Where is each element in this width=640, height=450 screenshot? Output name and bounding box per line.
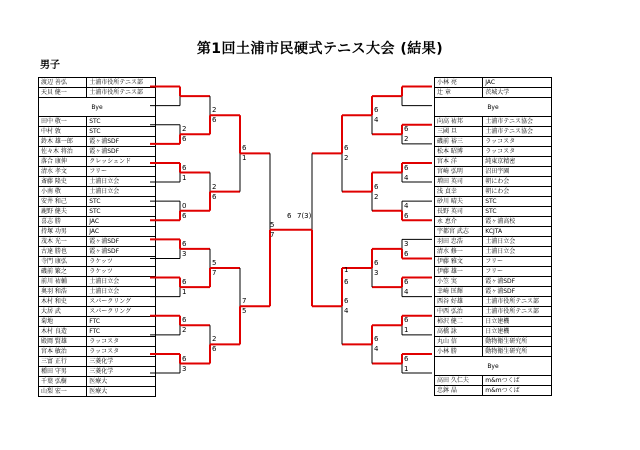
player-club: 霞ヶ浦SDF: [87, 237, 156, 247]
score-value: 6: [404, 316, 409, 325]
player-name: 安井 和己: [39, 197, 87, 207]
player-name: 茂木 光一: [39, 237, 87, 247]
player-club: 土浦市役所テニス部: [483, 307, 552, 317]
score-value: 1: [404, 364, 409, 373]
player-name: 宇都宮 武志: [435, 227, 483, 237]
score-value: 6: [182, 354, 187, 363]
player-club: FTC: [87, 317, 156, 327]
player-club: FTC: [87, 327, 156, 337]
bye-label: Bye: [435, 357, 552, 376]
player-club: 土浦日立会: [87, 187, 156, 197]
player-name: 喜志 勝: [39, 217, 87, 227]
player-name: 奥羽 和浩: [39, 287, 87, 297]
score-value: 7: [242, 297, 247, 306]
player-name: 天貝 健一: [39, 88, 87, 98]
player-name: 高田 久仁夫: [435, 376, 483, 386]
score-value: 5: [270, 220, 275, 229]
player-club: 霞ヶ浦SDF: [87, 147, 156, 157]
player-club: JAC: [483, 78, 552, 88]
player-name: 向高 祐邦: [435, 117, 483, 127]
score-value: 6: [182, 278, 187, 287]
player-name: 宮本 敏治: [39, 347, 87, 357]
player-name: 古達 勝也: [39, 247, 87, 257]
player-name: 浅 貞幸: [435, 187, 483, 197]
score-value: 2: [374, 192, 379, 201]
score-value: 6: [404, 354, 409, 363]
score-value: 6: [242, 144, 247, 153]
player-club: ラッコスタ: [483, 137, 552, 147]
player-club: m&mつくば: [483, 386, 552, 396]
score-value: 6: [182, 135, 187, 144]
score-value: 6: [404, 211, 409, 220]
score-value: 4: [344, 307, 349, 316]
player-name: 磯前 繁之: [39, 267, 87, 277]
score-value: 1: [182, 288, 187, 297]
player-name: 寺門 康弘: [39, 257, 87, 267]
score-value: 4: [404, 288, 409, 297]
player-club: ラケッツ: [87, 267, 156, 277]
score-value: 2: [344, 154, 349, 163]
score-value: 2: [212, 106, 217, 115]
player-name: 前川 祐輔: [39, 277, 87, 287]
score-value: 1: [344, 265, 349, 274]
score-value: 0: [182, 201, 187, 210]
player-club: 朝にわ会: [483, 177, 552, 187]
player-name: 小南 敬: [39, 187, 87, 197]
player-name: 木村 和史: [39, 297, 87, 307]
player-club: 土浦市役所テニス部: [87, 88, 156, 98]
player-club: 医療大: [87, 387, 156, 397]
player-name: 増田 英司: [435, 177, 483, 187]
player-name: 鈴木 雄一郎: [39, 137, 87, 147]
score-value: 2: [182, 125, 187, 134]
score-value: 3: [182, 364, 187, 373]
player-name: 小林 亮: [435, 78, 483, 88]
player-name: 渡辺 善弘: [39, 78, 87, 88]
player-club: フリー: [483, 257, 552, 267]
player-club: 霞ヶ浦SDF: [87, 137, 156, 147]
player-club: 三菱化学: [87, 367, 156, 377]
player-club: 土浦日立会: [483, 237, 552, 247]
player-club: 土浦市テニス協会: [483, 117, 552, 127]
score-value: 6: [212, 345, 217, 354]
player-club: m&mつくば: [483, 376, 552, 386]
player-name: 清水 孝文: [39, 167, 87, 177]
player-club: 土浦市テニス協会: [483, 127, 552, 137]
player-name: 宮崎 弘明: [435, 167, 483, 177]
player-name: 高橋 詠: [435, 327, 483, 337]
score-value: 2: [212, 335, 217, 344]
player-name: 落合 康伸: [39, 157, 87, 167]
score-value: 3: [182, 249, 187, 258]
player-club: 土浦日立会: [87, 277, 156, 287]
score-value: 6: [344, 277, 349, 286]
score-value: 6: [182, 239, 187, 248]
player-name: 忠鉢 晶: [435, 386, 483, 396]
score-value: 6: [404, 278, 409, 287]
player-club: STC: [87, 117, 156, 127]
score-value: 4: [374, 345, 379, 354]
score-value: 6: [404, 125, 409, 134]
player-name: 田中 敬一: [39, 117, 87, 127]
score-value: 6: [344, 297, 349, 306]
player-name: 種田 守男: [39, 367, 87, 377]
score-value: 3: [404, 239, 409, 248]
player-name: 菊地: [39, 317, 87, 327]
player-club: ラケッツ: [87, 257, 156, 267]
score-value: 6: [374, 182, 379, 191]
player-name: 永 恵介: [435, 217, 483, 227]
player-name: 中村 敦: [39, 127, 87, 137]
player-name: 殿岡 賢雄: [39, 337, 87, 347]
player-name: 小笠 実: [435, 277, 483, 287]
player-club: 日立建機: [483, 317, 552, 327]
score-value: 6: [182, 316, 187, 325]
score-value: 3: [374, 269, 379, 277]
player-club: クレッシェンド: [87, 157, 156, 167]
player-club: STC: [483, 207, 552, 217]
player-club: 霞ヶ浦高校: [483, 217, 552, 227]
score-value: 6: [374, 106, 379, 115]
player-name: 砂川 晴夫: [435, 197, 483, 207]
player-club: STC: [87, 207, 156, 217]
player-club: 朝にわ会: [483, 187, 552, 197]
player-club: STC: [87, 197, 156, 207]
player-club: スパークリング: [87, 297, 156, 307]
player-name: 中西 弘治: [435, 307, 483, 317]
player-club: 土浦市役所テニス部: [87, 78, 156, 88]
score-value: 6: [344, 144, 349, 153]
player-club: 土浦市役所テニス部: [483, 297, 552, 307]
score-value: 6: [182, 163, 187, 172]
score-value: 1: [242, 154, 247, 163]
player-name: 伊藤 雄一: [435, 267, 483, 277]
score-value: 6: [182, 211, 187, 220]
player-club: 霞ヶ浦SDF: [483, 287, 552, 297]
player-name: 小林 勝: [435, 347, 483, 357]
player-name: 幸崎 匡輝: [435, 287, 483, 297]
player-club: 土浦日立会: [483, 247, 552, 257]
score-value: 7: [270, 230, 275, 239]
player-club: 動物衛生研究所: [483, 337, 552, 347]
score-value: 6: [404, 163, 409, 172]
player-name: 西谷 好雄: [435, 297, 483, 307]
player-name: 磯前 裕三: [435, 137, 483, 147]
bye-label: Bye: [39, 98, 156, 117]
player-club: 土浦日立会: [87, 177, 156, 187]
score-value: 6: [212, 116, 217, 125]
page-title: 第1回土浦市民硬式テニス大会 (結果): [196, 41, 444, 57]
player-name: 宮本 洋: [435, 157, 483, 167]
player-club: ラッコスタ: [87, 337, 156, 347]
player-club: フリー: [483, 267, 552, 277]
player-name: 持塚 功男: [39, 227, 87, 237]
player-club: STC: [87, 127, 156, 137]
score-value: 6: [374, 259, 379, 267]
player-club: フリー: [87, 167, 156, 177]
player-name: 鹿野 健夫: [39, 207, 87, 217]
player-club: 動物衛生研究所: [483, 347, 552, 357]
player-name: 佐々木 将治: [39, 147, 87, 157]
score-value: 1: [182, 173, 187, 182]
score-value: 7: [212, 269, 217, 277]
player-club: JAC: [87, 217, 156, 227]
player-club: 霞ヶ浦SDF: [87, 247, 156, 257]
player-name: 斎藤 隆史: [39, 177, 87, 187]
score-value: 4: [404, 201, 409, 210]
player-name: 辻 章: [435, 88, 483, 98]
player-club: 日立建機: [483, 327, 552, 337]
score-value: 4: [404, 173, 409, 182]
score-value: 4: [374, 116, 379, 125]
player-club: JAC: [87, 227, 156, 237]
player-club: ラッコスタ: [483, 147, 552, 157]
player-club: 霞ヶ浦SDF: [483, 277, 552, 287]
player-name: 松本 昭博: [435, 147, 483, 157]
player-name: 丸山 信: [435, 337, 483, 347]
player-name: 千葉 弘樹: [39, 377, 87, 387]
player-club: 沼田宇園: [483, 167, 552, 177]
score-value: 1: [404, 326, 409, 335]
player-name: 羽田 忠浩: [435, 237, 483, 247]
player-club: 三菱化学: [87, 357, 156, 367]
player-club: 医療大: [87, 377, 156, 387]
category-label: 男子: [40, 60, 60, 71]
player-club: ラッコスタ: [87, 347, 156, 357]
player-name: 伊藤 雅文: [435, 257, 483, 267]
player-name: 清水 修一: [435, 247, 483, 257]
player-name: 大居 武: [39, 307, 87, 317]
player-name: 木村 良造: [39, 327, 87, 337]
player-name: 柿沢 健二: [435, 317, 483, 327]
score-value: 6: [212, 192, 217, 201]
player-name: 山梨 宏一: [39, 387, 87, 397]
score-value: 6: [404, 249, 409, 258]
score-value: 5: [212, 259, 217, 267]
score-value: 2: [182, 326, 187, 335]
score-value: 7(3): [297, 211, 312, 220]
score-value: 2: [404, 135, 409, 144]
player-club: スパークリング: [87, 307, 156, 317]
player-club: 土浦日立会: [87, 287, 156, 297]
player-name: 長野 英司: [435, 207, 483, 217]
score-value: 6: [287, 211, 292, 220]
player-club: 純東京精密: [483, 157, 552, 167]
player-name: 三國 旦: [435, 127, 483, 137]
bye-label: Bye: [435, 98, 552, 117]
player-name: 三富 正行: [39, 357, 87, 367]
player-club: STC: [483, 197, 552, 207]
score-value: 2: [212, 182, 217, 191]
player-club: KCJTA: [483, 227, 552, 237]
score-value: 5: [242, 307, 247, 316]
player-club: 茨城大学: [483, 88, 552, 98]
score-value: 6: [374, 335, 379, 344]
